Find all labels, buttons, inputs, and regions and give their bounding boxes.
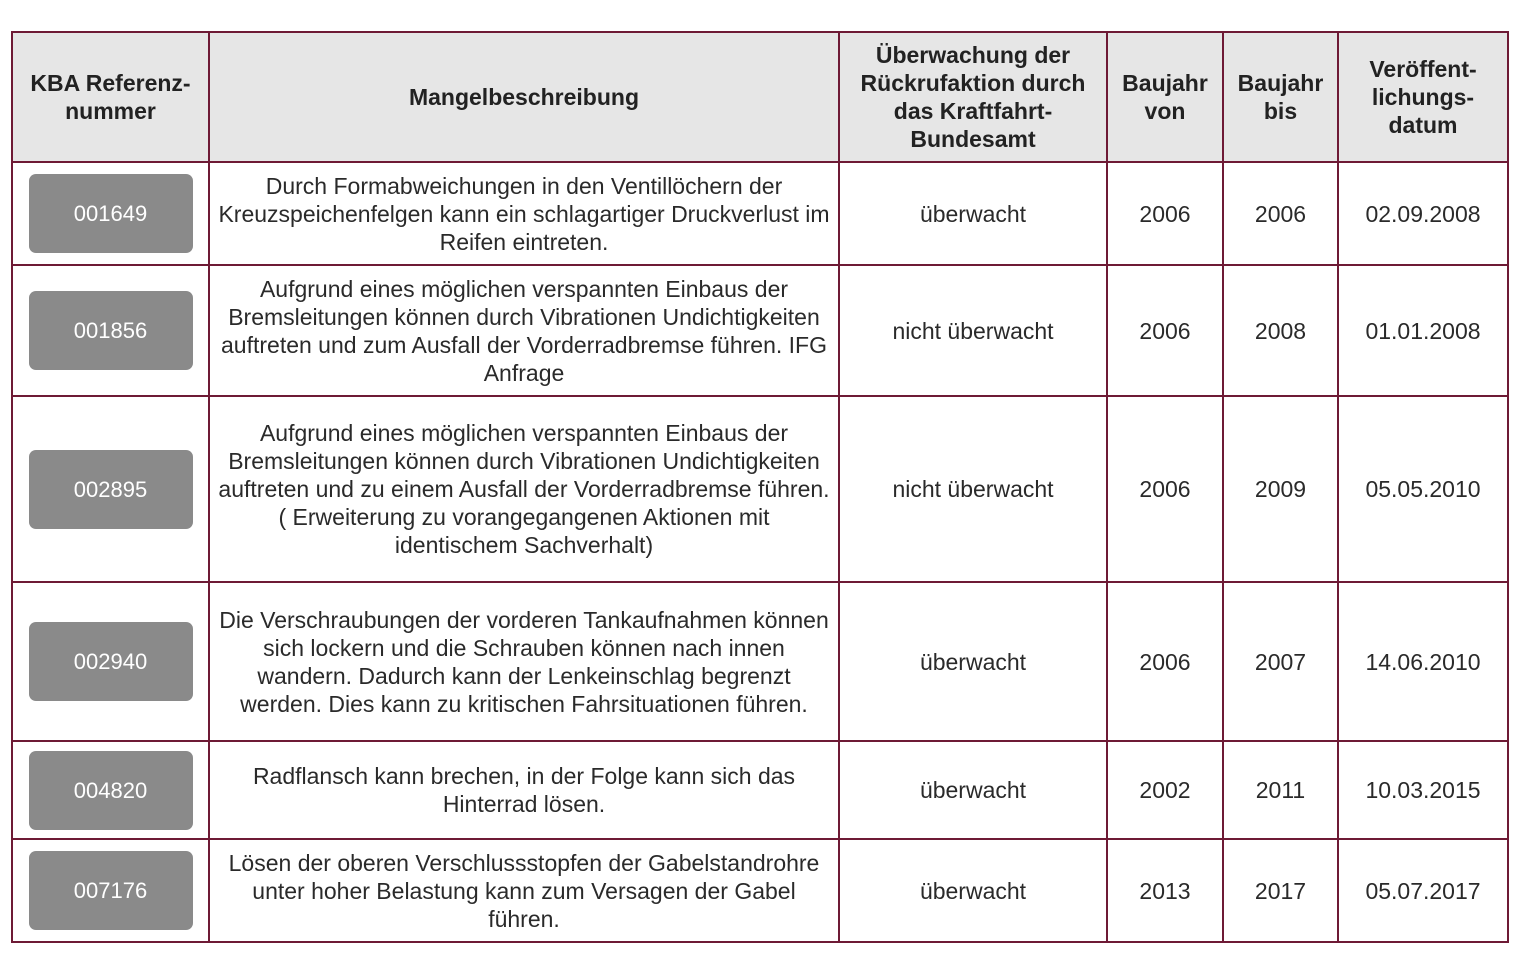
recall-table (11, 31, 1509, 943)
table-row (12, 582, 1508, 741)
description-cell: Aufgrund eines möglichen verspannten Einbaus der Bremsleitungen können durch Vibrationen Undichtigkeiten auftreten und zu einem Ausfall der Vorderradbremse führen. ( Erweiterung zu vorangegangenen Aktionen mit identischem Sachverhalt) (209, 396, 839, 582)
reference-button[interactable]: 002895 (29, 450, 193, 529)
ref-cell (12, 839, 209, 942)
description-cell: Lösen der oberen Verschlussstopfen der Gabelstandrohre unter hoher Belastung kann zum Versagen der Gabel führen. (209, 839, 839, 942)
description-cell: Die Verschraubungen der vorderen Tankaufnahmen können sich lockern und die Schrauben können nach innen wandern. Dadurch kann der Lenkeinschlag begrenzt werden. Dies kann zu kritischen Fahrsituationen führen. (209, 582, 839, 741)
year-to-cell: 2006 (1223, 162, 1338, 265)
monitoring-cell: überwacht (839, 582, 1107, 741)
column-header-ref: KBA Referenz-nummer (12, 32, 209, 162)
year-to-cell: 2011 (1223, 741, 1338, 839)
column-header-publication-date: Veröffent-lichungs-datum (1338, 32, 1508, 162)
monitoring-cell: nicht überwacht (839, 396, 1107, 582)
ref-cell (12, 582, 209, 741)
reference-button[interactable]: 004820 (29, 751, 193, 830)
monitoring-cell: überwacht (839, 839, 1107, 942)
column-header-description: Mangelbeschreibung (209, 32, 839, 162)
year-from-cell: 2013 (1107, 839, 1223, 942)
publication-date-cell: 10.03.2015 (1338, 741, 1508, 839)
reference-button[interactable]: 007176 (29, 851, 193, 930)
publication-date-cell: 05.07.2017 (1338, 839, 1508, 942)
year-to-cell: 2017 (1223, 839, 1338, 942)
publication-date-cell: 05.05.2010 (1338, 396, 1508, 582)
table-row (12, 839, 1508, 942)
reference-button[interactable]: 001856 (29, 291, 193, 370)
year-from-cell: 2002 (1107, 741, 1223, 839)
year-to-cell: 2008 (1223, 265, 1338, 396)
year-from-cell: 2006 (1107, 396, 1223, 582)
reference-button[interactable]: 001649 (29, 174, 193, 253)
publication-date-cell: 02.09.2008 (1338, 162, 1508, 265)
year-from-cell: 2006 (1107, 265, 1223, 396)
ref-cell (12, 741, 209, 839)
monitoring-cell: überwacht (839, 741, 1107, 839)
column-header-year-from: Baujahr von (1107, 32, 1223, 162)
column-header-year-to: Baujahr bis (1223, 32, 1338, 162)
ref-cell (12, 396, 209, 582)
year-to-cell: 2007 (1223, 582, 1338, 741)
table-row (12, 396, 1508, 582)
publication-date-cell: 01.01.2008 (1338, 265, 1508, 396)
ref-cell (12, 162, 209, 265)
description-cell: Radflansch kann brechen, in der Folge kann sich das Hinterrad lösen. (209, 741, 839, 839)
year-from-cell: 2006 (1107, 582, 1223, 741)
description-cell: Aufgrund eines möglichen verspannten Einbaus der Bremsleitungen können durch Vibrationen Undichtigkeiten auftreten und zum Ausfall der Vorderradbremse führen. IFG Anfrage (209, 265, 839, 396)
description-cell: Durch Formabweichungen in den Ventillöchern der Kreuzspeichenfelgen kann ein schlagartiger Druckverlust im Reifen eintreten. (209, 162, 839, 265)
ref-cell (12, 265, 209, 396)
table-row (12, 162, 1508, 265)
publication-date-cell: 14.06.2010 (1338, 582, 1508, 741)
table-header-row (12, 32, 1508, 162)
reference-button[interactable]: 002940 (29, 622, 193, 701)
year-from-cell: 2006 (1107, 162, 1223, 265)
monitoring-cell: überwacht (839, 162, 1107, 265)
table-row (12, 741, 1508, 839)
monitoring-cell: nicht überwacht (839, 265, 1107, 396)
table-row (12, 265, 1508, 396)
column-header-monitoring: Überwachung der Rückrufaktion durch das Kraftfahrt-Bundesamt (839, 32, 1107, 162)
year-to-cell: 2009 (1223, 396, 1338, 582)
